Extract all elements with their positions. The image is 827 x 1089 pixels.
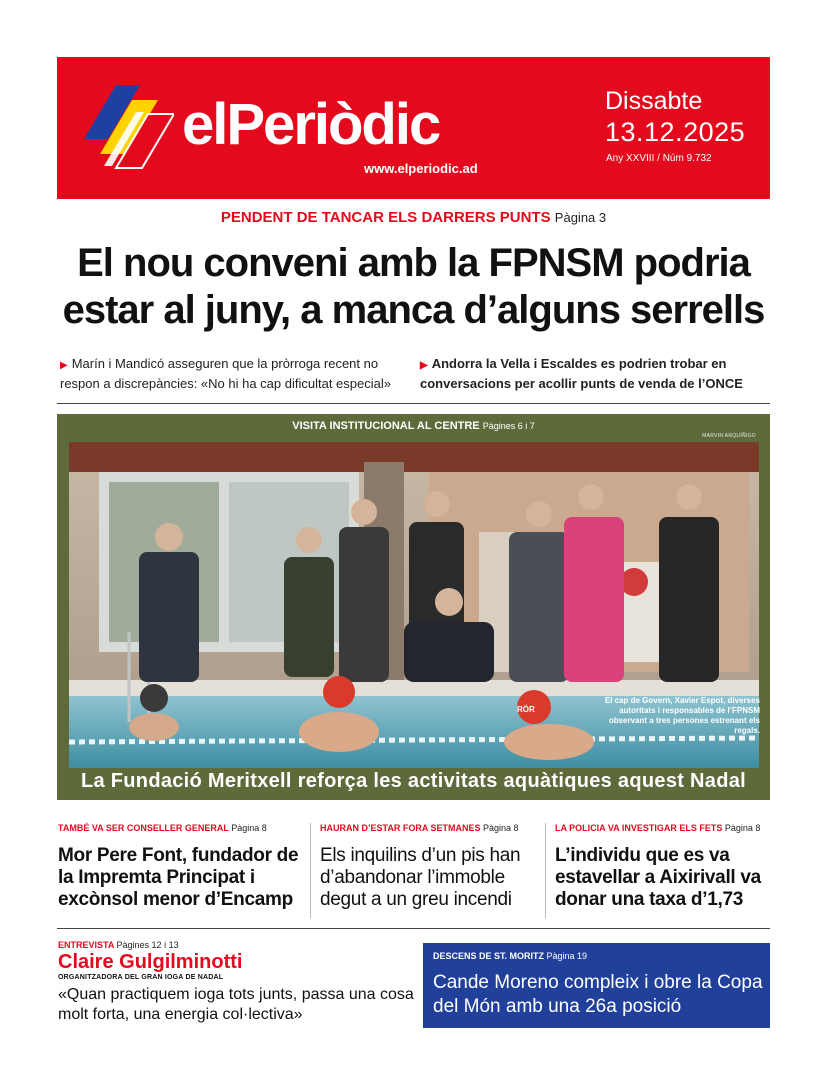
- interview-kicker-text: ENTREVISTA: [58, 940, 115, 950]
- lead-headline-line-1: El nou conveni amb la FPNSM podria: [77, 241, 750, 285]
- sports-headline: Cande Moreno compleix i obre la Copa del Món amb una 26a posició: [433, 972, 763, 1017]
- edition-issue: Any XXVIII / Núm 9.732: [606, 153, 712, 164]
- swim-cap-text: RÖR: [517, 705, 535, 714]
- lead-sub-left-text: Marín i Mandicó asseguren que la pròrroga recent no respon a discrepàncies: «No hi ha cap dificultat especial»: [60, 356, 391, 391]
- photo-headline[interactable]: La Fundació Meritxell reforça les activitats aquàtiques aquest Nadal: [80, 770, 747, 792]
- brief-1-kicker: [58, 823, 308, 833]
- photo-feature[interactable]: [57, 414, 770, 800]
- lead-sub-right-text: Andorra la Vella i Escaldes es podrien trobar en conversacions per acollir punts de venda de l’ONCE: [420, 356, 743, 391]
- lead-sub-left: [60, 355, 410, 393]
- triangle-bullet-icon: ▶: [420, 360, 428, 371]
- photo-kicker-text: VISITA INSTITUCIONAL AL CENTRE: [292, 420, 480, 432]
- masthead: [57, 57, 770, 199]
- brand-name: elPeriòdic: [182, 92, 440, 157]
- photo-credit: MARVIN ARQUÍÑIGO: [702, 433, 756, 439]
- brief-2[interactable]: [320, 823, 545, 911]
- brief-2-kicker-text: HAURAN D’ESTAR FORA SETMANES: [320, 823, 481, 833]
- photo-caption: El cap de Govern, Xavier Espot, diverses autoritats i responsables de l’FPNSM observant a tres persones estrenant els regals.: [604, 696, 760, 735]
- lead-kicker-line: [0, 209, 827, 226]
- interview-teaser[interactable]: [58, 940, 418, 1025]
- triangle-bullet-icon: ▶: [60, 360, 68, 371]
- column-divider: [545, 823, 546, 918]
- interview-quote: «Quan practiquem ioga tots junts, passa una cosa molt forta, una energia col·lectiva»: [58, 986, 414, 1023]
- sports-page-ref[interactable]: Pàgina 19: [546, 951, 588, 961]
- lead-headline[interactable]: [40, 240, 787, 334]
- brief-1-headline: Mor Pere Font, fundador de la Impremta Principat i excònsol menor d’Encamp: [58, 845, 299, 910]
- brief-2-page-ref[interactable]: Pàgina 8: [483, 823, 519, 833]
- lead-page-ref[interactable]: Pàgina 3: [554, 210, 607, 225]
- brief-3-page-ref[interactable]: Pàgina 8: [724, 823, 761, 833]
- lead-headline-line-2: estar al juny, a manca d’alguns serrells: [62, 288, 765, 332]
- site-url[interactable]: www.elperiodic.ad: [364, 161, 478, 176]
- brief-2-kicker: [320, 823, 545, 833]
- lead-kicker: PENDENT DE TANCAR ELS DARRERS PUNTS: [220, 209, 551, 226]
- brief-1[interactable]: [58, 823, 308, 911]
- sports-kicker: [433, 951, 587, 961]
- edition-day: Dissabte: [605, 87, 703, 115]
- photo-page-ref[interactable]: Pàgines 6 i 7: [482, 421, 535, 431]
- brief-2-headline: Els inquilins d’un pis han d’abandonar l’immoble degut a un greu incendi: [320, 845, 521, 910]
- brief-3[interactable]: [555, 823, 770, 911]
- photo-kicker: [57, 420, 770, 432]
- brief-1-kicker-text: TAMBÉ VA SER CONSELLER GENERAL: [58, 823, 229, 833]
- interview-role: ORGANITZADORA DEL GRAN IOGA DE NADAL: [58, 974, 224, 981]
- brief-1-page-ref[interactable]: Pàgina 8: [231, 823, 267, 833]
- column-divider: [310, 823, 311, 918]
- andorra-flag-logo-icon: [84, 82, 174, 172]
- divider: [57, 928, 770, 929]
- brief-3-kicker: [555, 823, 770, 833]
- sports-kicker-text: DESCENS DE ST. MORITZ: [433, 951, 545, 961]
- brief-3-headline: L’individu que es va estavellar a Aixirivall va donar una taxa d’1,73: [555, 845, 761, 910]
- interview-page-ref[interactable]: Pàgines 12 i 13: [116, 940, 179, 950]
- divider: [57, 403, 770, 404]
- edition-date: 13.12.2025: [605, 117, 746, 147]
- interview-name: Claire Gulgilminotti: [58, 951, 243, 973]
- interview-kicker: [58, 940, 418, 950]
- sports-teaser[interactable]: [423, 943, 770, 1028]
- lead-sub-right: [420, 355, 770, 393]
- brief-3-kicker-text: LA POLICIA VA INVESTIGAR ELS FETS: [555, 823, 723, 833]
